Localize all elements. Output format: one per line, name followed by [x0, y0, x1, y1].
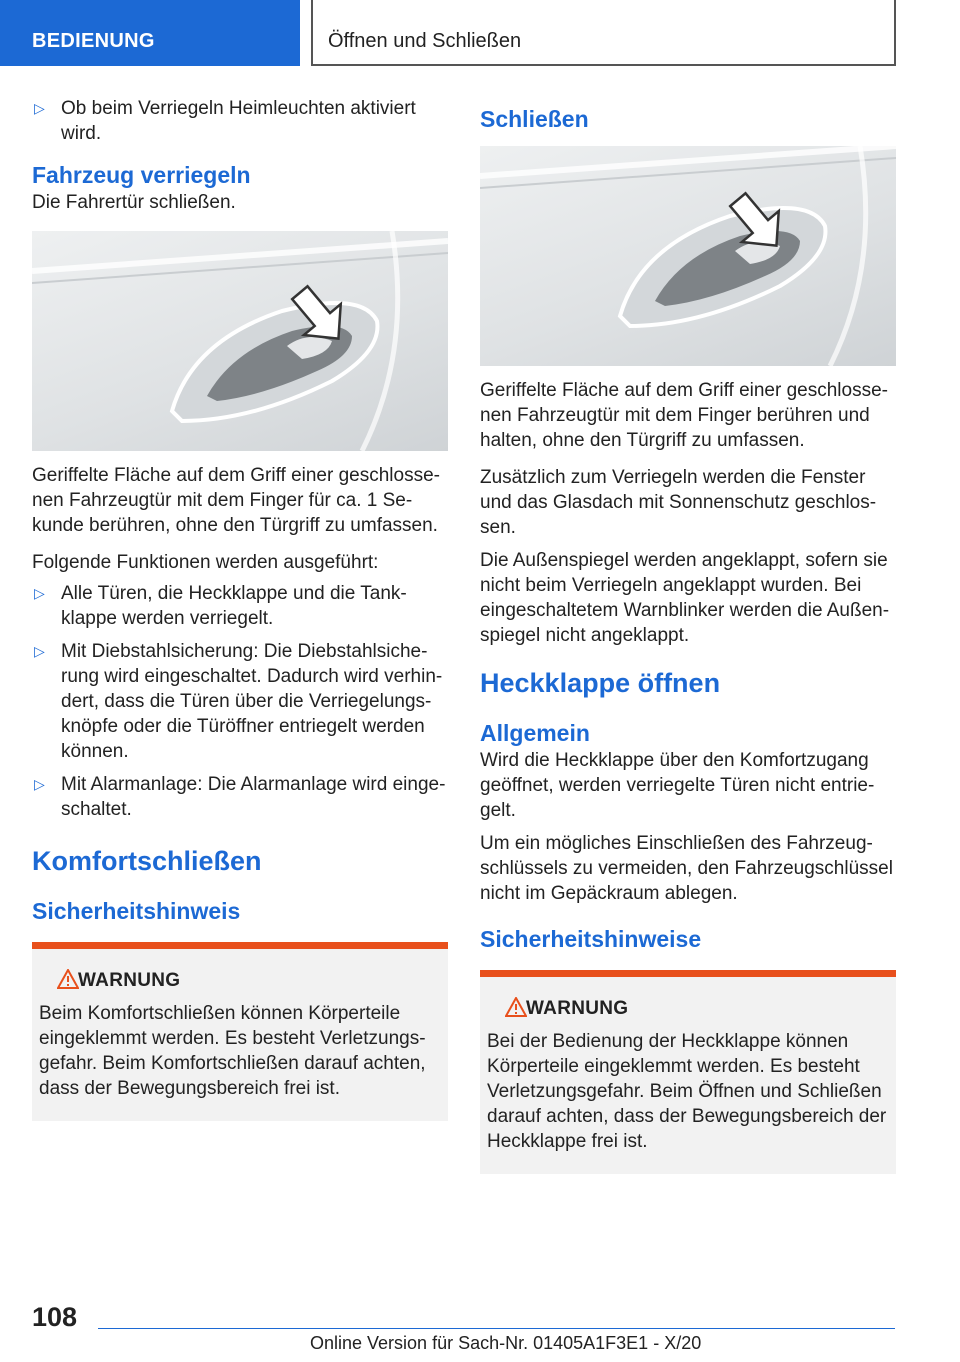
paragraph-fahrertuer: Die Fahrertür schließen. [32, 192, 236, 213]
warning-box [32, 942, 448, 1121]
list-item [32, 581, 448, 631]
page-number: 108 [32, 1302, 78, 1332]
paragraph-griff: Geriffelte Fläche auf dem Griff einer geschlosse-nen Fahrzeugtür mit dem Finger für ca. 1 Se-kunde berühren, ohne den Türgriff zu umfassen. [32, 465, 440, 536]
list-item-text: Mit Diebstahlsicherung: Die Diebstahlsiche-rung wird eingeschaltet. Dadurch wird verhin-dert, dass die Türen über die Verriegelungs-knöpfe oder die Türöffner entriegelt werden können. [61, 641, 443, 762]
bullet-triangle-icon: ▷ [34, 643, 45, 659]
list-item-text: Mit Alarmanlage: Die Alarmanlage wird einge-schaltet. [61, 774, 446, 820]
section-tab [0, 0, 300, 66]
paragraph-fenster: Zusätzlich zum Verriegeln werden die Fenster und das Glasdach mit Sonnenschutz geschlos-sen. [480, 467, 877, 538]
footer-divider [98, 1328, 895, 1329]
bullet-triangle-icon: ▷ [34, 776, 45, 792]
section-heading-schliessen: Schließen [480, 106, 589, 132]
paragraph-spiegel: Die Außenspiegel werden angeklappt, sofern sie nicht beim Verriegeln angeklappt wurden. Bei eingeschaltetem Warnblinker werden die Außen-spiegel nicht angeklappt. [480, 550, 890, 646]
warning-text: Bei der Bedienung der Heckklappe können Körperteile eingeklemmt werden. Es besteht Verletzungsgefahr. Beim Öffnen und Schließen darauf achten, dass der Bewegungsbereich der Heckklappe frei ist. [487, 1031, 887, 1152]
door-handle-illustration [480, 146, 896, 366]
warning-title: WARNUNG [78, 970, 181, 991]
page-header [0, 0, 960, 66]
warning-box [480, 970, 896, 1174]
list-item-text: Ob beim Verriegeln Heimleuchten aktiviert wird. [61, 98, 416, 144]
list-item [32, 772, 448, 822]
warning-header [487, 997, 889, 1023]
warning-title: WARNUNG [526, 998, 629, 1019]
warning-triangle-icon [505, 997, 527, 1017]
paragraph-griff: Geriffelte Fläche auf dem Griff einer geschlosse-nen Fahrzeugtür mit dem Finger berühren und halten, ohne den Türgriff zu umfassen. [480, 380, 888, 451]
door-handle-image [32, 231, 448, 451]
footer-online-version: Online Version für Sach-Nr. 01405A1F3E1 - X/20 [310, 1333, 702, 1353]
paragraph-einschliessen: Um ein mögliches Einschließen des Fahrzeug-schlüssels zu vermeiden, den Fahrzeugschlüssel nicht im Gepäckraum ablegen. [480, 833, 893, 904]
function-list [32, 581, 448, 822]
chapter-tab [311, 0, 896, 66]
paragraph-funktionen: Folgende Funktionen werden ausgeführt: [32, 552, 379, 573]
list-item-text: Alle Türen, die Heckklappe und die Tank-klappe werden verriegelt. [61, 583, 407, 629]
warning-text: Beim Komfortschließen können Körperteile eingeklemmt werden. Es besteht Verletzungs-gefahr. Beim Komfortschließen darauf achten, dass der Bewegungsbereich frei ist. [39, 1003, 426, 1099]
paragraph-komfortzugang: Wird die Heckklappe über den Komfortzugang geöffnet, werden verriegelte Türen nicht entrie-gelt. [480, 750, 875, 821]
bullet-triangle-icon: ▷ [34, 100, 45, 116]
door-handle-illustration [32, 231, 448, 451]
door-handle-image [480, 146, 896, 366]
warning-triangle-icon [57, 969, 79, 989]
bullet-triangle-icon: ▷ [34, 585, 45, 601]
section-heading-komfort: Komfortschließen [32, 846, 262, 876]
left-column [32, 96, 448, 1121]
subheading-sicherheit: Sicherheitshinweis [32, 898, 241, 924]
subheading-sicherheitshinweise: Sicherheitshinweise [480, 926, 702, 952]
section-heading-heckklappe: Heckklappe öffnen [480, 668, 721, 698]
warning-header [39, 969, 441, 995]
chapter-title: Öffnen und Schließen [328, 30, 522, 52]
list-item [32, 96, 448, 146]
right-column [480, 104, 896, 1174]
subheading-allgemein: Allgemein [480, 720, 590, 746]
list-item [32, 639, 448, 764]
section-title: BEDIENUNG [32, 30, 155, 52]
section-heading-verriegeln: Fahrzeug verriegeln [32, 162, 251, 188]
